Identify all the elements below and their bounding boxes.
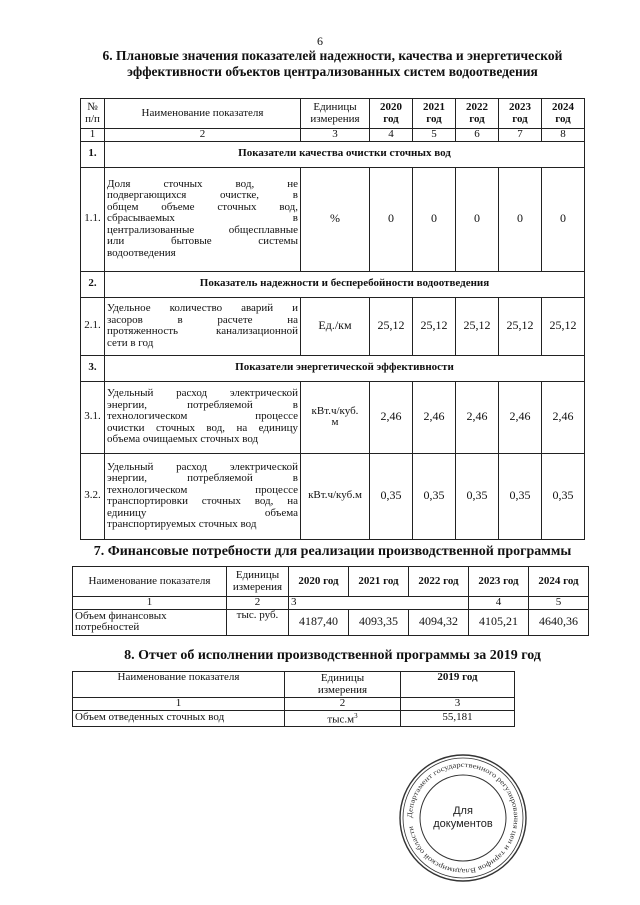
table-row xyxy=(73,710,515,726)
header-year-2024-num: 2024 xyxy=(552,101,574,113)
row21-value-2020: 25,12 xyxy=(370,297,413,355)
header-year-2024 xyxy=(542,99,585,129)
group2-title: Показатель надежности и бесперебойности водоотведения xyxy=(105,271,585,297)
stamp-ring-textpath: Департамент государственного регулирования цен и тарифов Владимирской области xyxy=(405,760,521,876)
row11-name-line: или бытовые системы xyxy=(107,235,298,248)
header-num-b: п/п xyxy=(85,112,100,125)
row21-name-line: засоров в расчете на xyxy=(107,313,298,326)
fin-header-year-2023: 2023 год xyxy=(469,567,529,597)
row31-value-2024: 2,46 xyxy=(542,381,585,453)
row11-unit: % xyxy=(301,167,370,271)
header-year-2021-num: 2021 xyxy=(423,101,445,113)
report-row-name: Объем отведенных сточных вод xyxy=(73,710,285,726)
row32-value-2024: 0,35 xyxy=(542,453,585,539)
fin-colnum-3: 3 xyxy=(291,596,297,608)
row21-value-2023: 25,12 xyxy=(499,297,542,355)
fin-value-2024: 4640,36 xyxy=(529,609,589,635)
stamp-center-line1: Для xyxy=(453,805,473,817)
header-year-2023 xyxy=(499,99,542,129)
colnum-5: 5 xyxy=(413,129,456,142)
header-year-2022 xyxy=(456,99,499,129)
row31-unit xyxy=(301,381,370,453)
row31-name-line: объема очищаемых сточных вод xyxy=(107,433,259,446)
row31-name xyxy=(105,381,301,453)
fin-row-unit: тыс. руб. xyxy=(227,609,289,635)
header-year-2022-num: 2022 xyxy=(466,101,488,113)
header-year-2020 xyxy=(370,99,413,129)
report-row-unit xyxy=(285,710,401,726)
row32-value-2020: 0,35 xyxy=(370,453,413,539)
fin-value-2020: 4187,40 xyxy=(289,609,349,635)
colnum-3: 3 xyxy=(301,129,370,142)
row11-name-line: подвергающихся очистке, в xyxy=(107,189,298,202)
colnum-6: 6 xyxy=(456,129,499,142)
report-row-unit-sup: 3 xyxy=(354,711,358,720)
header-year-2020-sub: год xyxy=(383,112,399,125)
header-num-a: № xyxy=(87,101,98,113)
fin-header-year-2024: 2024 год xyxy=(529,567,589,597)
table-row xyxy=(73,609,589,635)
fin-row-name-b: потребностей xyxy=(75,621,140,633)
section7-title: 7. Финансовые потребности для реализации производственной программы xyxy=(93,544,572,559)
row21-value-2021: 25,12 xyxy=(413,297,456,355)
fin-header-unit-a: Единицы xyxy=(235,569,280,581)
group-row-1 xyxy=(81,141,585,167)
fin-colnum-4: 4 xyxy=(469,597,529,610)
section6-title-line2: эффективности объектов централизованных систем водоотведения xyxy=(127,64,538,79)
group1-title: Показатели качества очистки сточных вод xyxy=(105,141,585,167)
row21-num: 2.1. xyxy=(81,297,105,355)
group-row-3 xyxy=(81,355,585,381)
row11-name xyxy=(105,167,301,271)
table-row xyxy=(81,381,585,453)
fin-header-year-2022: 2022 год xyxy=(409,567,469,597)
header-unit-a: Единицы xyxy=(313,101,357,113)
header-year-2020-num: 2020 xyxy=(380,101,402,113)
colnum-4: 4 xyxy=(370,129,413,142)
section6-title xyxy=(60,48,605,80)
row32-value-2023: 0,35 xyxy=(499,453,542,539)
row31-num: 3.1. xyxy=(81,381,105,453)
group2-num: 2. xyxy=(81,271,105,297)
report-colnum-2: 2 xyxy=(285,698,401,711)
row32-unit: кВт.ч/куб.м xyxy=(301,453,370,539)
row32-value-2021: 0,35 xyxy=(413,453,456,539)
section8-title: 8. Отчет об исполнении производственной программы за 2019 год xyxy=(124,648,541,663)
row21-unit: Ед./км xyxy=(301,297,370,355)
header-year-2023-num: 2023 xyxy=(509,101,531,113)
header-year-2021 xyxy=(413,99,456,129)
row32-name-line: энергии, потребляемой в xyxy=(107,472,298,484)
report-header-unit xyxy=(285,672,401,698)
document-stamp xyxy=(397,752,529,884)
financial-table xyxy=(72,566,589,636)
colnum-1: 1 xyxy=(81,129,105,142)
fin-row-name xyxy=(73,609,227,635)
colnum-2: 2 xyxy=(105,129,301,142)
column-number-row xyxy=(73,698,515,711)
row11-name-line: сбрасываемых в xyxy=(107,212,298,225)
page-number: 6 xyxy=(317,34,323,48)
table-row xyxy=(81,297,585,355)
row31-unit-b: м xyxy=(331,416,339,428)
fin-value-2021: 4093,35 xyxy=(349,609,409,635)
table-header-row xyxy=(73,567,589,597)
fin-value-2023: 4105,21 xyxy=(469,609,529,635)
row11-name-line: водоотведения xyxy=(107,246,176,259)
table-row xyxy=(81,167,585,271)
header-year-2024-sub: год xyxy=(555,112,571,125)
fin-value-2022: 4094,32 xyxy=(409,609,469,635)
group3-num: 3. xyxy=(81,355,105,381)
fin-colnum-1: 1 xyxy=(73,597,227,610)
row31-unit-a: кВт.ч/куб. xyxy=(311,404,359,417)
row11-name-line: Доля сточных вод, не xyxy=(107,177,298,190)
row21-name-line: протяженность канализационной xyxy=(107,325,298,337)
row31-value-2020: 2,46 xyxy=(370,381,413,453)
fin-header-name: Наименование показателя xyxy=(73,567,227,597)
fin-row-name-a: Объем финансовых xyxy=(75,609,167,622)
section6-title-line1: 6. Плановые значения показателей надежности, качества и энергетической xyxy=(102,48,563,63)
row21-name xyxy=(105,297,301,355)
row11-name-line: общем объеме сточных вод, xyxy=(107,200,298,213)
header-unit-b: измерения xyxy=(310,112,360,125)
header-year-2023-sub: год xyxy=(512,112,528,125)
header-unit xyxy=(301,99,370,129)
row21-name-line: Удельное количество аварий и xyxy=(107,302,298,314)
row11-value-2021: 0 xyxy=(413,167,456,271)
fin-colnum-2: 2 xyxy=(227,597,289,610)
row11-value-2022: 0 xyxy=(456,167,499,271)
row21-name-line: сети в год xyxy=(107,336,154,349)
row31-value-2022: 2,46 xyxy=(456,381,499,453)
table-row xyxy=(81,453,585,539)
fin-header-unit-b: измерения xyxy=(232,580,283,593)
report-header-name: Наименование показателя xyxy=(73,672,285,698)
row32-name xyxy=(105,453,301,539)
stamp-center-line2: документов xyxy=(433,818,493,830)
colnum-7: 7 xyxy=(499,129,542,142)
table-header-row xyxy=(73,672,515,698)
report-colnum-1: 1 xyxy=(73,698,285,711)
header-year-2022-sub: год xyxy=(469,112,485,125)
indicators-table xyxy=(80,98,585,540)
report-header-unit-b: измерения xyxy=(317,683,368,696)
row32-name-line: Удельный расход электрической xyxy=(107,460,298,473)
column-number-row xyxy=(73,597,589,610)
fin-header-year-2020: 2020 год xyxy=(289,567,349,597)
row11-name-line: централизованные общесплавные xyxy=(107,223,298,236)
row31-name-line: очистки сточных вод, на единицу xyxy=(107,421,298,434)
row11-value-2020: 0 xyxy=(370,167,413,271)
fin-header-unit xyxy=(227,567,289,597)
row21-value-2024: 25,12 xyxy=(542,297,585,355)
report-row-unit-base: тыс.м xyxy=(327,713,355,726)
row31-name-line: Удельный расход электрической xyxy=(107,387,298,400)
colnum-8: 8 xyxy=(542,129,585,142)
row31-name-line: технологическом процессе xyxy=(107,410,298,423)
row32-name-line: технологическом процессе xyxy=(107,483,298,496)
fin-colnum-3-cell xyxy=(289,597,469,610)
group3-title: Показатели энергетической эффективности xyxy=(105,355,585,381)
group-row-2 xyxy=(81,271,585,297)
table-header-row xyxy=(81,99,585,129)
row11-value-2024: 0 xyxy=(542,167,585,271)
row31-value-2023: 2,46 xyxy=(499,381,542,453)
fin-colnum-5: 5 xyxy=(529,597,589,610)
row32-name-line: единицу объема xyxy=(107,506,298,519)
group1-num: 1. xyxy=(81,141,105,167)
row11-num: 1.1. xyxy=(81,167,105,271)
header-name: Наименование показателя xyxy=(105,99,301,129)
row32-num: 3.2. xyxy=(81,453,105,539)
row32-name-line: транспортировки сточных вод, на xyxy=(107,495,298,507)
fin-header-year-2021: 2021 год xyxy=(349,567,409,597)
report-colnum-3: 3 xyxy=(401,698,515,711)
row32-value-2022: 0,35 xyxy=(456,453,499,539)
report-header-unit-a: Единицы xyxy=(320,672,365,684)
row31-value-2021: 2,46 xyxy=(413,381,456,453)
report-header-year: 2019 год xyxy=(401,672,515,698)
report-row-value: 55,181 xyxy=(401,710,515,726)
row32-name-line: транспортируемых сточных вод xyxy=(107,518,257,530)
row31-name-line: энергии, потребляемой в xyxy=(107,398,298,411)
report-table xyxy=(72,671,515,727)
header-year-2021-sub: год xyxy=(426,112,442,125)
row21-value-2022: 25,12 xyxy=(456,297,499,355)
header-num xyxy=(81,99,105,129)
column-number-row xyxy=(81,129,585,142)
row11-value-2023: 0 xyxy=(499,167,542,271)
